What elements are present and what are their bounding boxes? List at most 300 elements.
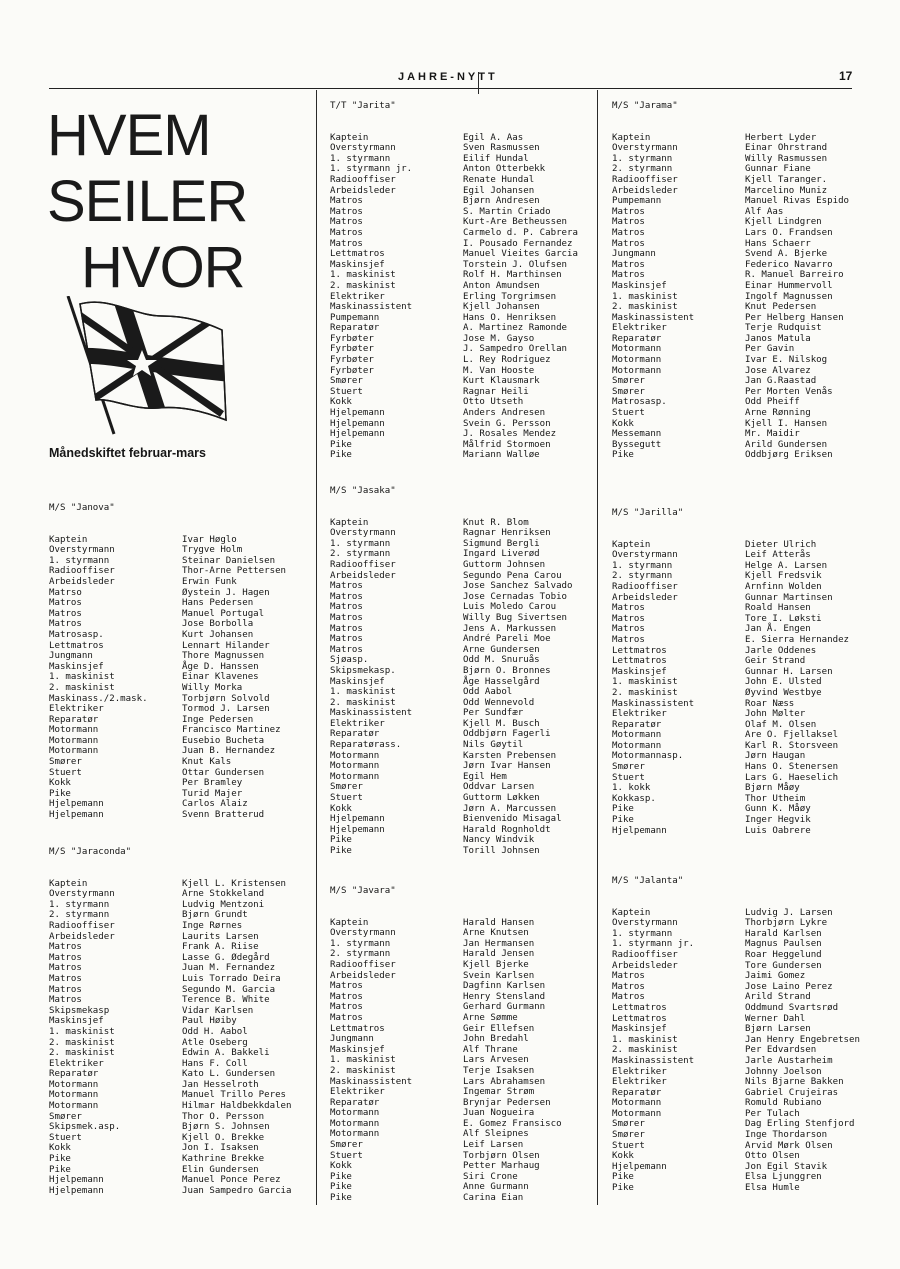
crew-name: Inge Rørnes (182, 920, 243, 931)
crew-name: Manuel Vieites Garcia (463, 249, 578, 260)
ship-section-jasaka (330, 486, 573, 857)
crew-role: Smører (612, 1130, 645, 1141)
crew-row (612, 1162, 860, 1173)
crew-row (330, 207, 578, 218)
crew-row (612, 929, 860, 940)
crew-row (330, 1193, 562, 1204)
feature-title (47, 103, 247, 301)
crew-row (330, 761, 573, 772)
crew-row (612, 992, 860, 1003)
crew-role: Lettmatros (49, 640, 104, 651)
crew-role: Matros (330, 602, 363, 613)
crew-role: Hjelpemann (330, 418, 385, 429)
crew-row (330, 186, 578, 197)
crew-row (330, 281, 578, 292)
crew-role: Matros (330, 644, 363, 655)
crew-row (612, 571, 849, 582)
crew-role: Elektriker (612, 1066, 667, 1077)
crew-name: Laurits Larsen (182, 931, 259, 942)
crew-name: Dieter Ulrich (745, 539, 817, 550)
crew-row (612, 1035, 860, 1046)
crew-role: Kaptein (49, 534, 88, 545)
crew-name: Oddbjørn Fagerli (463, 729, 551, 740)
crew-row (612, 1151, 860, 1162)
crew-role: Motormann (612, 740, 662, 751)
crew-role: 2. styrmann (612, 571, 673, 582)
crew-row (330, 528, 573, 539)
crew-row (612, 593, 849, 604)
crew-row (612, 908, 860, 919)
crew-name: Johnny Joelson (745, 1066, 822, 1077)
crew-role: Motormann (612, 1108, 662, 1119)
crew-name: S. Martin Criado (463, 206, 551, 217)
crew-role: Matros (330, 581, 363, 592)
crew-row (612, 186, 849, 197)
crew-name: Terje Rudquist (745, 323, 822, 334)
crew-row (49, 910, 292, 921)
crew-row (330, 624, 573, 635)
crew-row (330, 292, 578, 303)
crew-role: Matros (612, 238, 645, 249)
crew-row (49, 889, 292, 900)
crew-name: Herbert Lyder (745, 132, 817, 143)
crew-role: Stuert (612, 772, 645, 783)
crew-row (330, 164, 578, 175)
crew-name: Turid Majer (182, 788, 243, 799)
crew-row (330, 1034, 562, 1045)
crew-row (49, 1090, 292, 1101)
crew-row (49, 630, 286, 641)
crew-row (330, 1098, 562, 1109)
crew-name: Odd Aabol (463, 687, 513, 698)
crew-role: Overstyrmann (612, 918, 678, 929)
ship-section-jarita (330, 101, 578, 461)
crew-role: Motormann (49, 1090, 99, 1101)
crew-row (330, 1108, 562, 1119)
crew-row (49, 651, 286, 662)
crew-name: Kjell Johansen (463, 302, 540, 313)
crew-name: Oddbjørg Eriksen (745, 450, 833, 461)
crew-role: Matrosasp. (612, 397, 667, 408)
crew-row (49, 768, 286, 779)
crew-row (49, 1112, 292, 1123)
crew-role: Matros (49, 995, 82, 1006)
crew-role: 1. maskinist (330, 270, 396, 281)
crew-name: Tore Gundersen (745, 960, 822, 971)
crew-name: Målfrid Stormoen (463, 439, 551, 450)
crew-name: Jørn Ivar Hansen (463, 761, 551, 772)
crew-row (612, 582, 849, 593)
crew-row (612, 344, 849, 355)
crew-row (612, 550, 849, 561)
crew-role: 1. styrmann (612, 153, 673, 164)
crew-row (612, 281, 849, 292)
crew-role: Matrosasp. (49, 629, 104, 640)
crew-row (612, 950, 860, 961)
crew-role: Overstyrmann (330, 928, 396, 939)
crew-role: Smører (612, 1119, 645, 1130)
crew-role: Pike (330, 846, 352, 856)
crew-row (49, 577, 286, 588)
crew-row (49, 1154, 292, 1165)
crew-name: Siri Crone (463, 1171, 518, 1182)
crew-row (49, 662, 286, 673)
crew-role: Reparatør (612, 719, 662, 730)
crew-row (330, 949, 562, 960)
crew-name: E. Gomez Fransisco (463, 1118, 562, 1129)
feature-title-line: SEILER (47, 169, 248, 234)
crew-name: Thor-Arne Pettersen (182, 566, 287, 577)
crew-row (49, 1038, 292, 1049)
crew-name: Ottar Gundersen (182, 767, 265, 778)
crew-role: Kaptein (330, 917, 369, 928)
crew-name: Torbjørn Olsen (463, 1150, 540, 1161)
crew-name: Kjell L. Kristensen (182, 878, 287, 889)
crew-row (330, 376, 578, 387)
crew-name: Jarle Austarheim (745, 1055, 833, 1066)
crew-name: John Mølter (745, 709, 806, 720)
crew-row (49, 746, 286, 757)
crew-name: Hans Pedersen (182, 598, 254, 609)
crew-name: Olaf M. Olsen (745, 719, 817, 730)
crew-role: Arbeidsleder (612, 960, 678, 971)
crew-name: Juan Nogueira (463, 1108, 535, 1119)
crew-row (330, 1024, 562, 1035)
crew-role: Maskinsjef (612, 280, 667, 291)
crew-name: Manuel Trillo Peres (182, 1090, 287, 1101)
crew-row (330, 175, 578, 186)
crew-name: Egil Hem (463, 771, 507, 782)
crew-name: Luis Torrado Deira (182, 973, 281, 984)
crew-role: Overstyrmann (330, 143, 396, 154)
crew-role: Radiooffiser (49, 920, 115, 931)
crew-name: Lars O. Frandsen (745, 227, 833, 238)
crew-row (330, 260, 578, 271)
crew-role: Pumpemann (612, 196, 662, 207)
crew-name: R. Manuel Barreiro (745, 270, 844, 281)
crew-name: Jose Sanchez Salvado (463, 581, 573, 592)
crew-row (49, 736, 286, 747)
crew-role: Kokk (612, 1151, 634, 1162)
crew-role: Maskinsjef (330, 1044, 385, 1055)
crew-role: Matros (49, 973, 82, 984)
crew-role: Motormann (49, 1079, 99, 1090)
crew-name: Gunnar H. Larsen (745, 666, 833, 677)
crew-name: Egil Johansen (463, 185, 535, 196)
crew-role: Lettmatros (612, 1013, 667, 1024)
crew-role: Radiooffiser (612, 581, 678, 592)
crew-name: Odd Wennevold (463, 697, 535, 708)
crew-row (612, 688, 849, 699)
crew-name: Einar Ohrstrand (745, 143, 828, 154)
crew-role: Overstyrmann (612, 143, 678, 154)
crew-name: Manuel Portugal (182, 608, 265, 619)
column-divider-right (597, 90, 598, 1205)
crew-row (49, 1143, 292, 1154)
crew-row (330, 1151, 562, 1162)
crew-row (330, 228, 578, 239)
crew-row (49, 672, 286, 683)
crew-name: Bjørn Måøy (745, 783, 800, 794)
crew-name: Lasse G. Ødegård (182, 952, 270, 963)
crew-name: Gerhard Gurmann (463, 1002, 546, 1013)
crew-name: Ragnar Henriksen (463, 528, 551, 539)
crew-name: Nancy Windvik (463, 835, 535, 846)
crew-role: Pike (330, 1182, 352, 1193)
crew-role: Pike (330, 835, 352, 846)
crew-name: Øyvind Westbye (745, 687, 822, 698)
crew-name: Ingolf Magnussen (745, 291, 833, 302)
crew-role: Kaptein (49, 878, 88, 889)
crew-name: Anne Gurmann (463, 1182, 529, 1193)
crew-row (612, 624, 849, 635)
crew-row (612, 355, 849, 366)
crew-name: Luis Oabrere (745, 825, 811, 836)
crew-role: Arbeidsleder (330, 185, 396, 196)
crew-role: 2. maskinist (49, 682, 115, 693)
crew-name: Jan Henry Engebretsen (745, 1034, 860, 1045)
crew-row (612, 334, 849, 345)
crew-name: Elin Gundersen (182, 1164, 259, 1175)
crew-row (612, 982, 860, 993)
crew-name: Guttorm Løkken (463, 793, 540, 804)
crew-role: 2. maskinist (612, 302, 678, 313)
crew-role: Radiooffiser (330, 174, 396, 185)
crew-name: Renate Hundal (463, 174, 535, 185)
crew-role: Radiooffiser (49, 566, 115, 577)
crew-row (330, 613, 573, 624)
crew-role: 1. maskinist (49, 1026, 115, 1037)
crew-role: Matros (612, 613, 645, 624)
crew-role: Kokk (330, 1161, 352, 1172)
crew-row (49, 1048, 292, 1059)
crew-name: Inger Hegvik (745, 815, 811, 826)
ship-section-jarilla (612, 508, 849, 836)
crew-name: Willy Morka (182, 682, 243, 693)
crew-row (49, 1165, 292, 1176)
crew-role: Hjelpemann (49, 799, 104, 810)
crew-name: Bjørn O. Bronnes (463, 665, 551, 676)
crew-role: 1. styrmann (330, 938, 391, 949)
crew-role: Elektriker (612, 323, 667, 334)
crew-role: Fyrbøter (330, 365, 374, 376)
running-title: JAHRE-NYTT (398, 71, 498, 83)
crew-name: Nils Gøytil (463, 740, 524, 751)
crew-row (49, 1069, 292, 1080)
crew-name: Paul Høiby (182, 1016, 237, 1027)
crew-role: Pike (49, 1164, 71, 1175)
crew-row (330, 677, 573, 688)
crew-row (612, 815, 849, 826)
crew-row (330, 666, 573, 677)
crew-role: 1. maskinist (330, 1055, 396, 1066)
crew-row (330, 645, 573, 656)
crew-name: Steinar Danielsen (182, 555, 276, 566)
crew-row (330, 302, 578, 313)
crew-name: Petter Marhaug (463, 1161, 540, 1172)
crew-row (612, 646, 849, 657)
crew-role: Motormann (330, 1118, 380, 1129)
crew-name: Ragnar Heili (463, 386, 529, 397)
crew-name: Arne Gundersen (463, 644, 540, 655)
crew-role: Smører (612, 762, 645, 773)
crew-name: Arnfinn Wolden (745, 581, 822, 592)
crew-row (330, 846, 573, 857)
crew-role: Elektriker (330, 1087, 385, 1098)
crew-role: Pike (612, 804, 634, 815)
crew-row (612, 143, 849, 154)
crew-name: Erling Torgrimsen (463, 291, 557, 302)
crew-name: Bjørn Grundt (182, 910, 248, 921)
crew-name: Jose Laino Perez (745, 981, 833, 992)
crew-role: Kaptein (330, 517, 369, 528)
crew-name: Oddvar Larsen (463, 782, 535, 793)
crew-role: Maskinassistent (330, 708, 413, 719)
crew-role: Kokk (330, 803, 352, 814)
crew-row (330, 992, 562, 1003)
crew-row (612, 313, 849, 324)
crew-name: Torstein J. Olufsen (463, 259, 568, 270)
crew-name: Sven Rasmussen (463, 143, 540, 154)
crew-row (612, 614, 849, 625)
crew-name: Jon I. Isaksen (182, 1143, 259, 1154)
crew-role: Motormann (330, 1129, 380, 1140)
crew-name: Thor O. Persson (182, 1111, 265, 1122)
crew-name: Werner Dahl (745, 1013, 806, 1024)
crew-name: Anton Amundsen (463, 280, 540, 291)
crew-name: Knut R. Blom (463, 517, 529, 528)
crew-row (330, 655, 573, 666)
crew-name: Frank A. Riise (182, 942, 259, 953)
crew-name: Per Sundfær (463, 708, 524, 719)
crew-name: Kjell M. Busch (463, 718, 540, 729)
crew-role: Hjelpemann (612, 1161, 667, 1172)
crew-role: Kokk (330, 397, 352, 408)
crew-row (330, 698, 573, 709)
crew-row (612, 699, 849, 710)
crew-name: Bjørn S. Johnsen (182, 1122, 270, 1133)
crew-name: Guttorm Johnsen (463, 559, 546, 570)
crew-name: Kurt Johansen (182, 629, 254, 640)
crew-name: Arild Strand (745, 992, 811, 1003)
ship-section-jaraconda (49, 847, 292, 1196)
crew-name: Jose Alvarez (745, 365, 811, 376)
crew-role: Lettmatros (612, 1002, 667, 1013)
crew-row (49, 566, 286, 577)
crew-row (612, 175, 849, 186)
crew-role: Smører (612, 386, 645, 397)
crew-row (49, 1006, 292, 1017)
crew-row (612, 302, 849, 313)
crew-name: Jose Borbolla (182, 619, 254, 630)
crew-row (49, 810, 286, 821)
crew-role: Radiooffiser (612, 174, 678, 185)
crew-row (612, 1045, 860, 1056)
feature-title-line: HVEM (47, 103, 211, 168)
crew-row (330, 793, 573, 804)
crew-name: Svein G. Persson (463, 418, 551, 429)
crew-role: Stuert (49, 767, 82, 778)
crew-row (49, 694, 286, 705)
crew-name: Otto Olsen (745, 1151, 800, 1162)
crew-role: Overstyrmann (49, 545, 115, 556)
crew-role: 2. maskinist (330, 280, 396, 291)
crew-name: Francisco Martinez (182, 725, 281, 736)
crew-row (330, 344, 578, 355)
crew-name: Svein Karlsen (463, 970, 535, 981)
crew-row (330, 634, 573, 645)
ship-section-jalanta (612, 876, 860, 1194)
crew-name: Ludvig Mentzoni (182, 899, 265, 910)
crew-row (330, 960, 562, 971)
crew-role: 2. maskinist (612, 1045, 678, 1056)
crew-row (612, 450, 849, 461)
crew-row (330, 1077, 562, 1088)
crew-row (612, 794, 849, 805)
crew-row (330, 334, 578, 345)
crew-role: Jungmann (612, 249, 656, 260)
crew-role: Skipsmek.asp. (49, 1122, 121, 1133)
crew-row (612, 635, 849, 646)
crew-role: Maskinsjef (612, 666, 667, 677)
crew-name: Knut Kals (182, 757, 232, 768)
crew-role: Matros (49, 598, 82, 609)
crew-name: Jørn A. Marcussen (463, 803, 557, 814)
crew-role: Maskinsjef (330, 259, 385, 270)
crew-name: Lennart Hilander (182, 640, 270, 651)
crew-role: 1. kokk (612, 783, 651, 794)
crew-name: Manuel Rivas Espido (745, 196, 850, 207)
crew-row (612, 656, 849, 667)
crew-name: Juan B. Hernandez (182, 746, 276, 757)
crew-row (330, 592, 573, 603)
crew-role: Hjelpemann (49, 1175, 104, 1186)
crew-role: Maskinsjef (49, 1016, 104, 1027)
crew-role: Matros (330, 981, 363, 992)
crew-role: Motormann (49, 1101, 99, 1112)
crew-role: Kokk (612, 418, 634, 429)
crew-row (49, 1101, 292, 1112)
crew-role: Pike (330, 1193, 352, 1204)
ship-name: M/S "Janova" (49, 503, 115, 513)
crew-row (49, 598, 286, 609)
crew-row (612, 1130, 860, 1141)
crew-name: Mr. Maidir (745, 429, 800, 440)
crew-role: Pike (49, 1154, 71, 1165)
crew-row (330, 1087, 562, 1098)
crew-name: Karl R. Storsveen (745, 740, 839, 751)
crew-name: Juan M. Fernandez (182, 963, 276, 974)
crew-row (612, 826, 849, 837)
crew-name: Gunn K. Måøy (745, 804, 811, 815)
crew-name: Arne Rønning (745, 408, 811, 419)
crew-row (49, 789, 286, 800)
crew-row (612, 133, 849, 144)
crew-row (612, 730, 849, 741)
crew-role: Pike (330, 439, 352, 450)
crew-name: M. Van Hooste (463, 365, 535, 376)
crew-role: Elektriker (49, 1058, 104, 1069)
crew-name: Karsten Prebensen (463, 750, 557, 761)
crew-name: Jose M. Gayso (463, 333, 535, 344)
crew-name: Alf Thrane (463, 1044, 518, 1055)
crew-role: Matros (612, 270, 645, 281)
crew-role: Maskinsjef (612, 1024, 667, 1035)
crew-name: Sigmund Bergli (463, 538, 540, 549)
crew-role: Smører (330, 1140, 363, 1151)
crew-role: Smører (49, 1111, 82, 1122)
crew-name: Thorbjørn Lykre (745, 918, 828, 929)
